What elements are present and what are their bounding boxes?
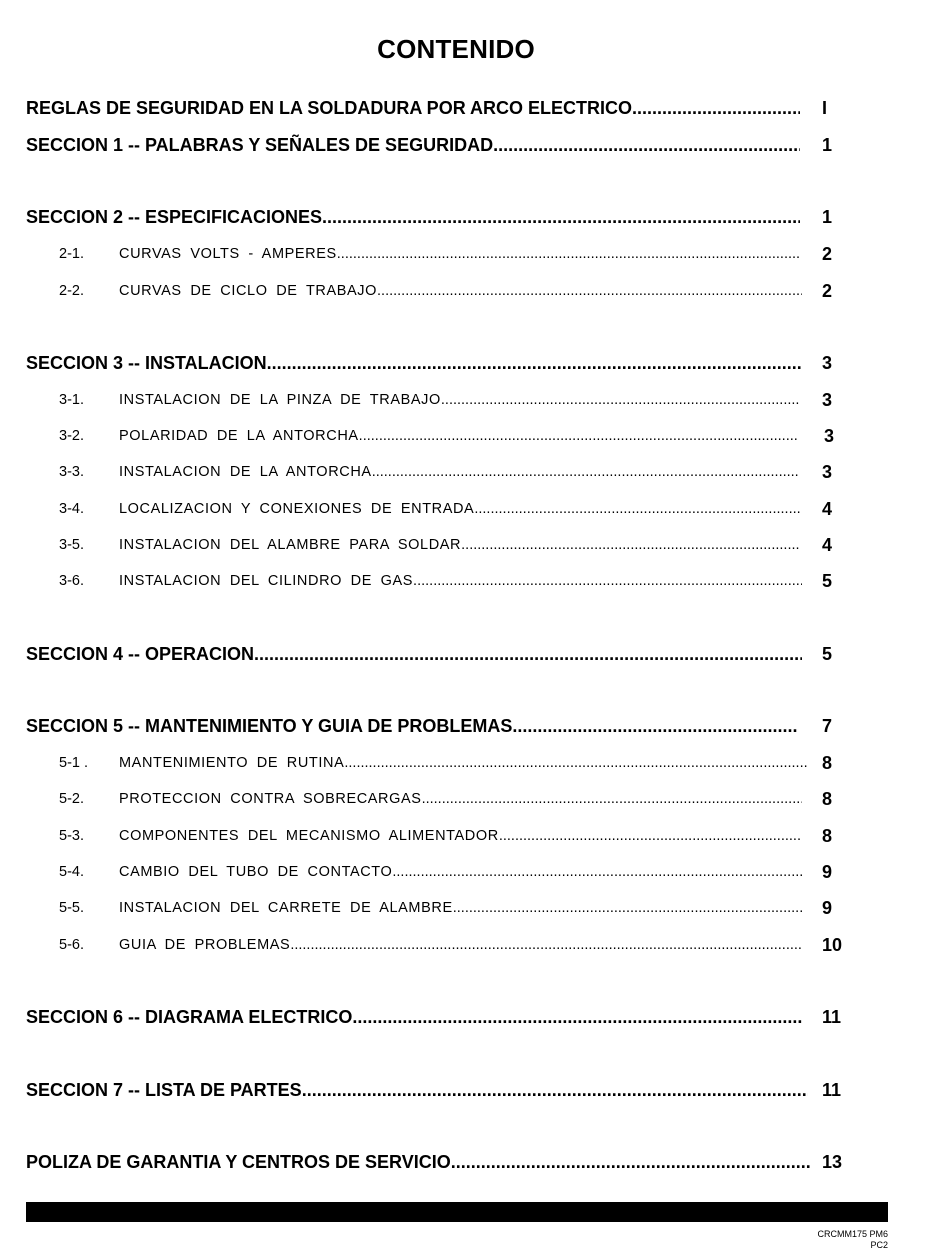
dot-leader [474, 496, 800, 522]
toc-entry-page: 10 [822, 935, 843, 955]
toc-entry-page: 5 [822, 644, 833, 664]
toc-entry-page: 1 [822, 207, 833, 227]
toc-entry-label: LOCALIZACION Y CONEXIONES DE ENTRADA [119, 501, 475, 517]
toc-entry-label: SECCION 7 -- LISTA DE PARTES [26, 1080, 302, 1100]
toc-entry-page: 9 [822, 898, 833, 918]
toc-entry-page: 8 [822, 826, 833, 846]
toc-entry [26, 641, 802, 667]
dot-leader [451, 1149, 810, 1175]
toc-entry-page: 5 [822, 571, 833, 591]
toc-entry [59, 241, 800, 267]
toc-entry [59, 423, 798, 449]
toc-entry [26, 95, 800, 121]
toc-entry-page: 3 [824, 426, 835, 446]
toc-entry-label: GUIA DE PROBLEMAS [119, 937, 291, 953]
dot-leader [352, 1004, 802, 1030]
footer-code: CRCMM175 PM6 [817, 1229, 888, 1239]
toc-entry-page: 13 [822, 1152, 843, 1172]
toc-entry-number: 3-2. [59, 428, 84, 444]
toc-entry-number: 2-1. [59, 246, 84, 262]
toc-entry [59, 750, 808, 776]
toc-entry-page: 7 [822, 716, 833, 736]
toc-entry-label: INSTALACION DEL ALAMBRE PARA SOLDAR [119, 537, 462, 553]
toc-entry [26, 350, 802, 376]
toc-entry-page: 2 [822, 281, 833, 301]
toc-entry-label: POLIZA DE GARANTIA Y CENTROS DE SERVICIO [26, 1152, 451, 1172]
toc-entry-number: 5-4. [59, 864, 84, 880]
toc-entry-label: MANTENIMIENTO DE RUTINA [119, 755, 345, 771]
toc-entry-label: SECCION 2 -- ESPECIFICACIONES [26, 207, 323, 227]
toc-entry-page: 4 [822, 499, 833, 519]
toc-entry [26, 1077, 808, 1103]
dot-leader [344, 750, 808, 776]
toc-entry-label: INSTALACION DE LA ANTORCHA [119, 464, 372, 480]
toc-entry [26, 204, 800, 230]
toc-entry-label: POLARIDAD DE LA ANTORCHA [119, 428, 359, 444]
dot-leader [453, 895, 802, 921]
toc-entry [26, 1149, 810, 1175]
toc-entry-page: 11 [822, 1080, 842, 1100]
toc-entry-number: 5-6. [59, 937, 84, 953]
toc-entry-number: 2-2. [59, 283, 84, 299]
toc-entry [59, 823, 802, 849]
toc-entry-number: 5-1 . [59, 755, 89, 771]
dot-leader [422, 786, 802, 812]
toc-entry-label: INSTALACION DEL CARRETE DE ALAMBRE [119, 900, 453, 916]
toc-entry-label: INSTALACION DEL CILINDRO DE GAS [119, 573, 414, 589]
toc-entry-label: PROTECCION CONTRA SOBRECARGAS [119, 791, 422, 807]
dot-leader [499, 823, 802, 849]
toc-entry-label: SECCION 6 -- DIAGRAMA ELECTRICO [26, 1007, 353, 1027]
dot-leader [254, 641, 802, 667]
toc-entry-page: 8 [822, 789, 833, 809]
toc-entry-label: CAMBIO DEL TUBO DE CONTACTO [119, 864, 393, 880]
toc-entry [59, 387, 800, 413]
dot-leader [290, 932, 802, 958]
toc-entry-number: 5-5. [59, 900, 84, 916]
dot-leader [377, 278, 802, 304]
toc-entry [26, 713, 798, 739]
toc-entry-page: 3 [822, 390, 833, 410]
toc-entry [59, 459, 800, 485]
toc-entry-label: REGLAS DE SEGURIDAD EN LA SOLDADURA POR ARCO ELECTRICO [26, 98, 633, 118]
toc-entry-page: I [822, 98, 828, 118]
toc-entry [26, 132, 800, 158]
toc-entry-number: 5-2. [59, 791, 84, 807]
toc-entry [59, 568, 802, 594]
toc-entry-label: INSTALACION DE LA PINZA DE TRABAJO [119, 392, 441, 408]
dot-leader [441, 387, 800, 413]
dot-leader [413, 568, 802, 594]
toc-entry-page: 3 [822, 462, 833, 482]
toc-entry-label: SECCION 3 -- INSTALACION [26, 353, 267, 373]
dot-leader [267, 350, 802, 376]
toc-entry-number: 3-6. [59, 573, 84, 589]
dot-leader [632, 95, 800, 121]
toc-entry-page: 4 [822, 535, 833, 555]
toc-entry-number: 5-3. [59, 828, 84, 844]
toc-entry [59, 859, 802, 885]
toc-entry-number: 3-1. [59, 392, 84, 408]
toc-entry-number: 3-3. [59, 464, 84, 480]
toc-entry-label: COMPONENTES DEL MECANISMO ALIMENTADOR [119, 828, 499, 844]
toc-entry-page: 3 [822, 353, 833, 373]
dot-leader [493, 132, 800, 158]
toc-entry [59, 786, 802, 812]
dot-leader [359, 423, 798, 449]
dot-leader [461, 532, 800, 558]
toc-entry-page: 2 [822, 244, 833, 264]
toc-entry-label: CURVAS DE CICLO DE TRABAJO [119, 283, 378, 299]
dot-leader [302, 1077, 808, 1103]
dot-leader [337, 241, 800, 267]
toc-entry-number: 3-5. [59, 537, 84, 553]
toc-entry-page: 1 [822, 135, 833, 155]
toc-entry [59, 532, 800, 558]
dot-leader [512, 713, 798, 739]
toc-entry-label: SECCION 4 -- OPERACION [26, 644, 255, 664]
footer-page: PC2 [870, 1240, 888, 1250]
dot-leader [392, 859, 802, 885]
toc-entry-label: SECCION 1 -- PALABRAS Y SEÑALES DE SEGURIDAD [26, 135, 494, 155]
toc-entry-number: 3-4. [59, 501, 84, 517]
toc-entry [59, 496, 800, 522]
toc-entry [59, 895, 802, 921]
toc-entry [26, 1004, 802, 1030]
toc-entry [59, 278, 802, 304]
toc-entry-page: 8 [822, 753, 833, 773]
dot-leader [372, 459, 800, 485]
footer-bar [26, 1202, 888, 1222]
toc-entry-page: 9 [822, 862, 833, 882]
toc-entry-label: CURVAS VOLTS - AMPERES [119, 246, 337, 262]
toc-entry-page: 11 [822, 1007, 842, 1027]
page-title: CONTENIDO [377, 34, 535, 64]
toc-entry-label: SECCION 5 -- MANTENIMIENTO Y GUIA DE PROBLEMAS [26, 716, 513, 736]
dot-leader [322, 204, 800, 230]
toc-entry [59, 932, 802, 958]
